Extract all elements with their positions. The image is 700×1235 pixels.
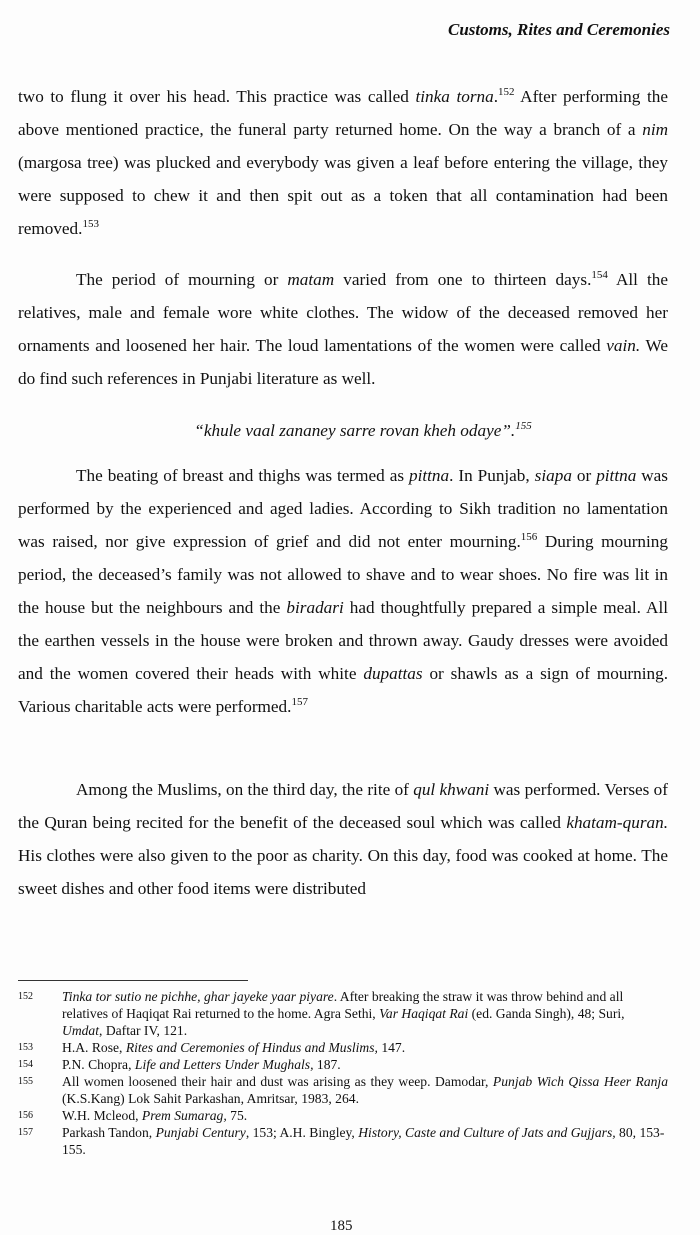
- footnote-separator: [18, 980, 248, 981]
- footnote-156: [18, 1107, 668, 1124]
- page-number: 185: [330, 1218, 353, 1234]
- text-run: 187.: [313, 1057, 341, 1072]
- footnote-157: [18, 1124, 668, 1158]
- footnote-number: 156: [18, 1110, 33, 1121]
- italic-term: nim: [642, 120, 668, 139]
- text-run: (margosa tree) was plucked and everybody was given a leaf before entering the village, they were supposed to chew it and then spit out as a token that all contamination had been removed.: [18, 153, 668, 238]
- italic-term: pittna: [409, 466, 450, 485]
- italic-term: pittna: [596, 466, 637, 485]
- footnote-text: [62, 988, 668, 1039]
- italic-term: khatam-quran.: [566, 813, 668, 832]
- footnotes: [18, 988, 668, 1158]
- text-run: Among the Muslims, on the third day, the rite of: [76, 780, 414, 799]
- text-run: . In Punjab,: [449, 466, 535, 485]
- paragraph-1: [18, 80, 668, 245]
- footnote-text: [62, 1056, 668, 1073]
- text-run: W.H. Mcleod,: [62, 1108, 142, 1123]
- text-run: P.N. Chopra,: [62, 1057, 135, 1072]
- footnote-154: [18, 1056, 668, 1073]
- text-run: 75.: [226, 1108, 248, 1123]
- text-run: 147.: [377, 1040, 406, 1055]
- text-run: or: [571, 466, 597, 485]
- italic-term: matam: [287, 270, 335, 289]
- text-run: The period of mourning or: [76, 270, 288, 289]
- italic-term: qul khwani: [413, 780, 490, 799]
- text-run: During mourning period, the deceased’s family was not allowed to shave and to wear shoes. No fire was lit in the house but the neighbours and the: [18, 532, 668, 617]
- text-run: .: [493, 87, 498, 106]
- italic-term: Rites and Ceremonies of Hindus and Muslims,: [125, 1040, 378, 1055]
- text-run: After performing the above mentioned practice, the funeral party returned home. On the way a branch of a: [18, 87, 668, 139]
- text-run: . After breaking the straw it was throw behind and all relatives of Haqiqat Rai returned to the home. Agra Sethi,: [62, 989, 624, 1021]
- italic-term: siapa: [534, 466, 572, 485]
- italic-term: tinka torna: [415, 87, 494, 106]
- text-run: 80, 153-155.: [62, 1125, 665, 1157]
- text-run: (K.S.Kang) Lok Sahit Parkashan, Amritsar, 1983, 264.: [62, 1091, 359, 1106]
- text-run: was performed by the experienced and aged ladies. According to Sikh tradition no lamentation was raised, nor give expression of grief and did not enter mourning.: [18, 466, 668, 551]
- footnote-number: 155: [18, 1076, 33, 1087]
- footnote-text: [62, 1039, 668, 1056]
- text-run: The beating of breast and thighs was termed as: [76, 466, 409, 485]
- paragraph-2: [18, 263, 668, 395]
- verse-quote: [18, 414, 668, 447]
- text-run: H.A. Rose,: [62, 1040, 126, 1055]
- footnote-ref: 156: [520, 531, 538, 543]
- text-run: Parkash Tandon,: [62, 1125, 156, 1140]
- italic-term: Punjabi Century: [155, 1125, 246, 1140]
- text-run: We do find such references in Punjabi literature as well.: [18, 336, 668, 388]
- text-run: two to flung it over his head. This practice was called: [18, 87, 416, 106]
- italic-term: Var Haqiqat Rai: [379, 1006, 469, 1021]
- italic-term: Umdat: [62, 1023, 100, 1038]
- italic-term: vain.: [606, 336, 641, 355]
- text-run: was performed. Verses of the Quran being recited for the benefit of the deceased soul which was called: [18, 780, 668, 832]
- footnote-ref: 154: [591, 269, 608, 281]
- footnote-155: [18, 1073, 668, 1107]
- italic-term: Punjab Wich Qissa Heer Ranja: [492, 1074, 668, 1089]
- paragraph-3: [18, 459, 668, 723]
- footnote-text: [62, 1124, 668, 1158]
- italic-term: biradari: [286, 598, 344, 617]
- italic-term: Prem Sumarag,: [141, 1108, 227, 1123]
- footnote-number: 154: [18, 1059, 33, 1070]
- footnote-number: 157: [18, 1127, 33, 1138]
- footnote-ref: 157: [291, 696, 308, 708]
- footnote-number: 152: [18, 991, 33, 1002]
- footnote-ref: 152: [498, 86, 515, 98]
- italic-term: Life and Letters Under Mughals,: [134, 1057, 314, 1072]
- italic-term: History, Caste and Culture of Jats and Gujjars,: [358, 1125, 616, 1140]
- footnote-text: [62, 1073, 668, 1107]
- footnote-number: 153: [18, 1042, 33, 1053]
- paragraph-4: [18, 773, 668, 905]
- text-run: “khule vaal zananey sarre rovan kheh odaye”.: [194, 421, 516, 440]
- italic-term: Tinka tor sutio ne pichhe, ghar jayeke yaar piyare: [62, 989, 334, 1004]
- text-run: , Daftar IV, 121.: [99, 1023, 188, 1038]
- running-header: Customs, Rites and Ceremonies: [448, 20, 670, 39]
- text-run: had thoughtfully prepared a simple meal. All the earthen vessels in the house were broken and thrown away. Gaudy dresses were avoided and the women covered their heads with white: [18, 598, 668, 683]
- text-run: All women loosened their hair and dust was arising as they weep. Damodar,: [62, 1074, 493, 1089]
- text-run: (ed. Ganda Singh), 48; Suri,: [468, 1006, 625, 1021]
- footnote-ref: 155: [515, 420, 532, 432]
- text-run: or shawls as a sign of mourning. Various charitable acts were performed.: [18, 664, 668, 716]
- text-run: His clothes were also given to the poor as charity. On this day, food was cooked at home. The sweet dishes and other food items were distributed: [18, 846, 668, 898]
- italic-term: dupattas: [363, 664, 423, 683]
- footnote-153: [18, 1039, 668, 1056]
- footnote-ref: 153: [82, 218, 99, 230]
- text-run: All the relatives, male and female wore white clothes. The widow of the deceased removed her ornaments and loosened her hair. The loud lamentations of the women were called: [18, 270, 668, 355]
- footnote-text: [62, 1107, 668, 1124]
- footnote-152: [18, 988, 668, 1039]
- text-run: varied from one to thirteen days.: [334, 270, 592, 289]
- text-run: , 153; A.H. Bingley,: [245, 1125, 359, 1140]
